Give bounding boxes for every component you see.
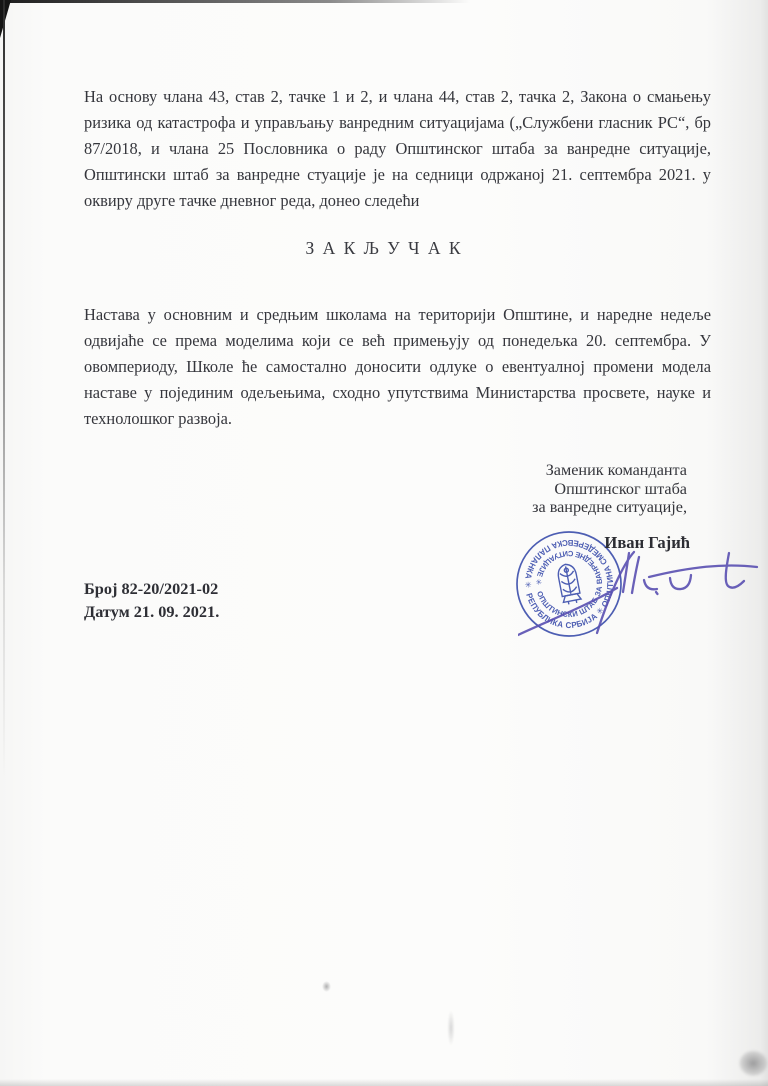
stamp-outer-ring-text: РЕПУБЛИКА СРБИЈА ✳ ОПШТИНА СМЕДЕРЕВСКА ПАЛАНКА ✳ <box>522 537 616 631</box>
scan-artifact-top-edge <box>0 0 470 3</box>
paragraph-line: наставе у појединим одељењима, сходно упутствима Министарства просвете, науке и <box>84 383 711 402</box>
document-date: Датум 21. 09. 2021. <box>84 601 220 621</box>
paragraph-line: овомпериоду, Школе ће самостално доносити одлуке о евентуалној промени модела <box>84 357 711 376</box>
paragraph-line: 87/2018, и члана 25 Пословника о раду Општинског штаба за ванредне ситуације, <box>84 139 711 158</box>
intro-paragraph <box>84 84 711 214</box>
paragraph-line: оквиру друге тачке дневног реда, донео следећи <box>84 191 420 210</box>
scan-artifact-left-edge <box>3 0 5 780</box>
signatory-role-line: за ванредне ситуације, <box>532 498 687 516</box>
paragraph-line: Настава у основним и средњим школама на територији Општине, и наредне недеље <box>84 305 711 324</box>
document-number: Број 82-20/2021-02 <box>84 579 219 598</box>
scan-smudge-bottom-right <box>726 1038 768 1084</box>
paragraph-line: одвијаће се према моделима који се већ примењују од понедељка 20. септембра. У <box>84 331 711 350</box>
scan-smudge-bottom-center <box>444 1002 458 1054</box>
signatory-role-line: Заменик команданта <box>545 461 687 479</box>
paragraph-line: Општински штаб за ванредне стуације је на седници одржаној 21. септембра 2021. у <box>84 165 711 184</box>
paragraph-line: ризика од катастрофа и управљању ванредним ситуацијама („Службени гласник РС“, бр <box>84 113 711 132</box>
reference-block <box>84 578 219 623</box>
signatory-name: Иван Гајић <box>604 533 690 552</box>
scan-speck <box>322 981 331 992</box>
stamp-inner-ring-text: ОПШТИНСКИ ШТАБ ЗА ВАНРЕДНЕ СИТУАЦИЈЕ ✳ <box>533 548 605 620</box>
paragraph-line: На основу члана 43, став 2, тачке 1 и 2, и члана 44, став 2, тачка 2, Закона о смањењу <box>84 87 711 106</box>
scan-artifact-bottom-edge <box>0 1079 768 1086</box>
scan-artifact-corner-wedge <box>0 0 11 38</box>
signatory-role-line: Општинског штаба <box>554 479 687 498</box>
signatory-role-block <box>532 461 687 517</box>
paragraph-line: технолошког развоја. <box>84 409 233 428</box>
body-paragraph <box>84 302 711 432</box>
document-title: З А К Љ У Ч А К <box>305 238 463 258</box>
